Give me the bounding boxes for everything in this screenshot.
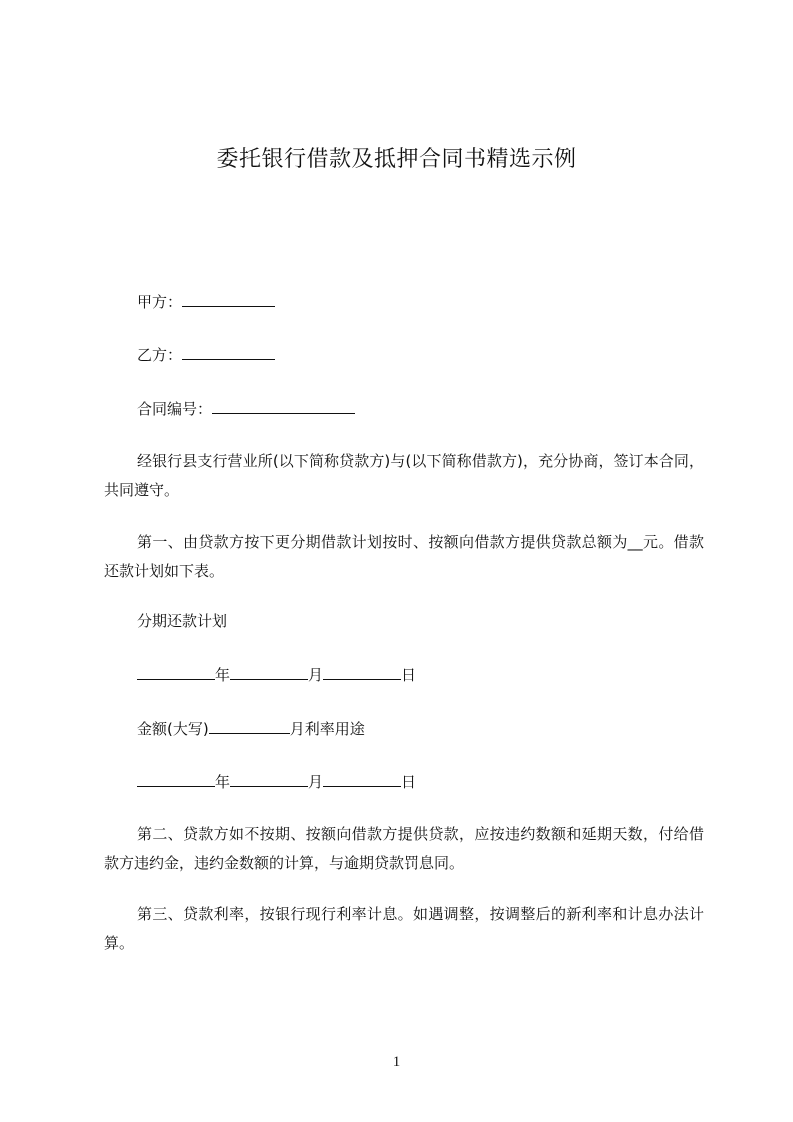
year-blank (137, 662, 215, 680)
party-b-blank (182, 342, 275, 360)
month-label: 月 (308, 666, 324, 684)
party-a-blank (182, 289, 275, 307)
day-blank (323, 769, 401, 787)
month-blank (230, 662, 308, 680)
clause-3-paragraph: 第三、贷款利率，按银行现行利率计息。如遇调整，按调整后的新利率和计息办法计算。 (104, 905, 704, 952)
schedule-heading: 分期还款计划 (137, 612, 228, 630)
clause-2-paragraph: 第二、贷款方如不按期、按额向借款方提供贷款，应按违约数额和延期天数，付给借款方违约金，违约金数额的计算，与逾期贷款罚息同。 (104, 825, 704, 872)
year-blank (137, 769, 215, 787)
amount-blank (209, 716, 290, 734)
contract-number-label: 合同编号： (137, 400, 213, 418)
rate-purpose-label: 月利率用途 (289, 720, 365, 738)
party-b-label: 乙方： (137, 346, 183, 364)
amount-line (137, 716, 365, 741)
clause-1-paragraph: 第一、由贷款方按下更分期借款计划按时、按额向借款方提供贷款总额为__元。借款还款计划如下表。 (104, 533, 704, 580)
year-label: 年 (215, 773, 231, 791)
date-line-2 (137, 769, 416, 794)
amount-label: 金额(大写) (137, 720, 209, 738)
party-a-line (137, 289, 275, 314)
month-blank (230, 769, 308, 787)
intro-paragraph: 经银行县支行营业所(以下简称贷款方)与(以下简称借款方)，充分协商，签订本合同，共同遵守。 (104, 452, 704, 499)
party-b-line (137, 342, 275, 367)
date-line-1 (137, 662, 416, 687)
month-label: 月 (308, 773, 324, 791)
contract-number-line (137, 396, 355, 421)
day-label: 日 (401, 773, 417, 791)
contract-number-blank (212, 396, 355, 414)
year-label: 年 (215, 666, 231, 684)
party-a-label: 甲方： (137, 293, 183, 311)
page-number: 1 (392, 1054, 401, 1070)
document-title: 委托银行借款及抵押合同书精选示例 (216, 147, 577, 172)
day-label: 日 (401, 666, 417, 684)
day-blank (323, 662, 401, 680)
